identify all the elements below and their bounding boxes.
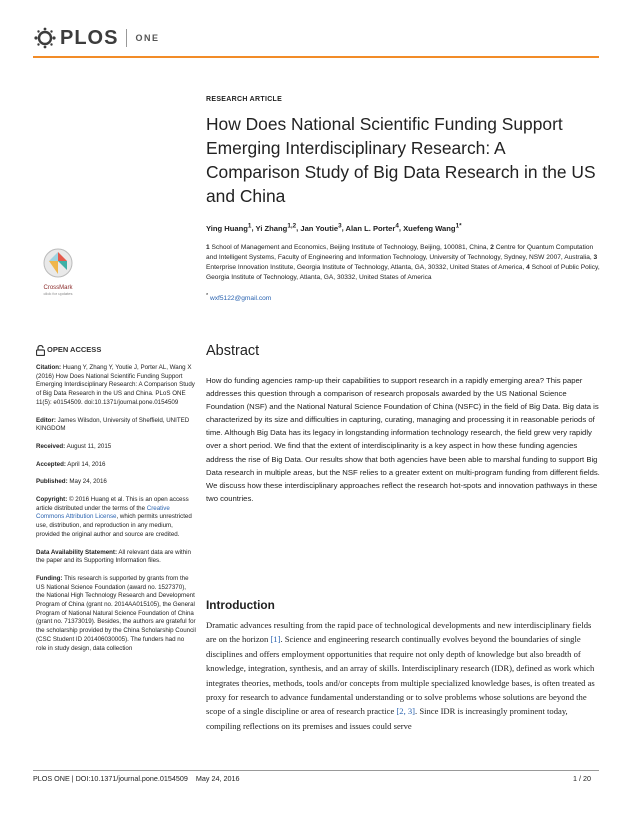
copyright [36,496,196,540]
logo-divider [126,29,127,47]
accepted-date: April 14, 2016 [65,460,106,468]
crossmark-sublabel: click for updates [43,291,73,296]
published [36,478,196,487]
editor-label: Editor: [36,416,56,424]
author-list: Ying Huang$^1$, Yi Zhang$^{1,2}$, Jan Youtie$^3$, Alan L. Porter$^4$, Xuefeng Wang$^{1*}$ [206,222,462,233]
data-availability-text: All relevant data are within the paper and its Supporting Information files. [36,548,191,565]
abstract-heading: Abstract [206,343,260,359]
author[interactable]: Ying Huang$^1$ [206,222,252,233]
copyright-label: Copyright: [36,496,68,504]
accepted-label: Accepted: [36,460,66,468]
affiliations: 1 School of Management and Economics, Beijing Institute of Technology, Beijing, 100081, China, 2 Centre for Quantum Computation and Intelligent Systems, Faculty of Engineering and Information Technology, University of Technology, Sydney, NSW 2007, Australia, 3 Enterprise Innovation Institute, Georgia Institute of Technology, Atlanta, GA, 30332, United States of America, 4 School of Public Policy, Georgia Institute of Technology, Atlanta, GA, 30332, United States of America [206,243,600,282]
corresponding-author [206,293,600,302]
header-rule [33,56,599,58]
editor [36,417,196,434]
logo-text: PLOS [60,26,119,49]
open-access-label: OPEN ACCESS [47,345,102,355]
article-header [206,96,600,303]
citation [36,364,196,408]
lock-open-icon [36,345,45,356]
received-date: August 11, 2015 [65,442,112,450]
citation-text: Huang Y, Zhang Y, Youtie J, Porter AL, Wang X (2016) How Does National Scientific Funding Support Emerging Interdisciplinary Research: A Comparison Study of Big Data Research in the US and China. PLoS ONE 11(5): e0154509. doi:10.1371/journal.pone.0154509 [36,364,195,406]
introduction-text: Dramatic advances resulting from the rapid pace of technological developments and new interdisciplinary fields are on the horizon [1]. Science and engineering research continually evolves beyond the boundaries of single disciplines and offers employment opportunities that require not only depth of knowledge but also breadth of knowledge, integration, synthesis, and an array of skills. Interdisciplinary research (IDR), defined as work which integrates theories, methods, tools and/or concepts from multiple specialized knowledge bases, is often treated as proxy for research to advance fundamental understanding or to solve problems whose solutions are beyond the scope of a single discipline or area of research practice [2, 3]. Since IDR is increasingly prominent today, compiling reflections on its premises and issues could serve [206,620,595,731]
reference-link[interactable]: [2, 3] [396,706,416,717]
plos-logo-icon [33,27,57,49]
journal-name: ONE [135,33,160,43]
copyright-text-pre: © 2016 Huang et al. This is an open access article distributed under the terms of the [36,496,189,512]
published-label: Published: [36,478,68,486]
data-availability [36,549,196,566]
footer-citation: PLOS ONE | DOI:10.1371/journal.pone.0154509 May 24, 2016 [33,774,240,783]
article-type: RESEARCH ARTICLE [206,96,283,103]
copyright-text-post: , which permits unrestricted use, distribution, and reproduction in any medium, provided the original author and source are credited. [36,513,192,538]
received-label: Received: [36,442,66,450]
article-info-sidebar [36,345,196,662]
journal-logo[interactable] [33,26,159,50]
funding-text: This research is supported by grants from the US National Science Foundation (award no. 1527370), the National High Technology Research and Development Program of China (grant no. 2014AA015105), the General Program of National Natural Science Foundation of China (grant no. 71373019). Besides, the authors are grateful for the scholarship provided by the China Scholarship Council (CSC Student ID 201406030005). The funders had no role in study design, data collection [36,574,196,652]
author[interactable]: Yi Zhang$^{1,2}$ [255,222,297,233]
author[interactable]: Xuefeng Wang$^{1*}$ [403,222,462,233]
page-number: 1 / 20 [573,774,591,783]
license-link[interactable]: Creative Commons Attribution License [36,504,170,521]
footer-rule [33,770,599,771]
abstract-text: How do funding agencies ramp-up their capabilities to support research in a rapidly emerging area? This paper addresses this question through a comparison of research proposals awarded by the US National Science Foundation (NSF) and the National Natural Science Foundation of China (NSFC) in the field of Big Data. Big data is characterized by its size and difficulties in capturing, curating, managing and processing it in reasonable periods of time. Although Big Data has its legacy in longstanding information technology research, the field grew very rapidly over a short period. We find that the extent of interdisciplinarity is a key aspect in how these funding agencies address the rise of Big Data. Our results show that both agencies have been able to marshal funding to support Big Data research in multiple areas, but the NSF relies to a greater extent on multi-program funding from different fields. We discuss how these interdisciplinary approaches reflect the research hot-spots and innovation pathways in these two countries. [206,376,600,503]
citation-label: Citation: [36,364,62,371]
editor-text: James Wilsdon, University of Sheffield, UNITED KINGDOM [36,416,190,433]
author[interactable]: Alan L. Porter$^4$ [345,222,399,233]
crossmark-icon [43,248,73,278]
data-availability-label: Data Availability Statement: [36,548,118,556]
reference-link[interactable]: [1] [270,634,281,645]
article-title: How Does National Scientific Funding Support Emerging Interdisciplinary Research: A Comparison Study of Big Data Research in the US and China [206,114,596,206]
funding [36,575,196,653]
introduction-heading: Introduction [206,598,275,612]
accepted [36,461,196,470]
open-access-badge [36,345,196,356]
received [36,443,196,452]
crossmark-label: CrossMark [43,285,73,291]
corresponding-marker: * [206,293,209,300]
published-date: May 24, 2016 [67,478,107,486]
funding-label: Funding: [36,574,63,582]
crossmark-badge[interactable] [33,248,83,296]
author[interactable]: Jan Youtie$^3$ [300,222,342,233]
corresponding-email[interactable]: wxf5122@gmail.com [209,295,272,303]
